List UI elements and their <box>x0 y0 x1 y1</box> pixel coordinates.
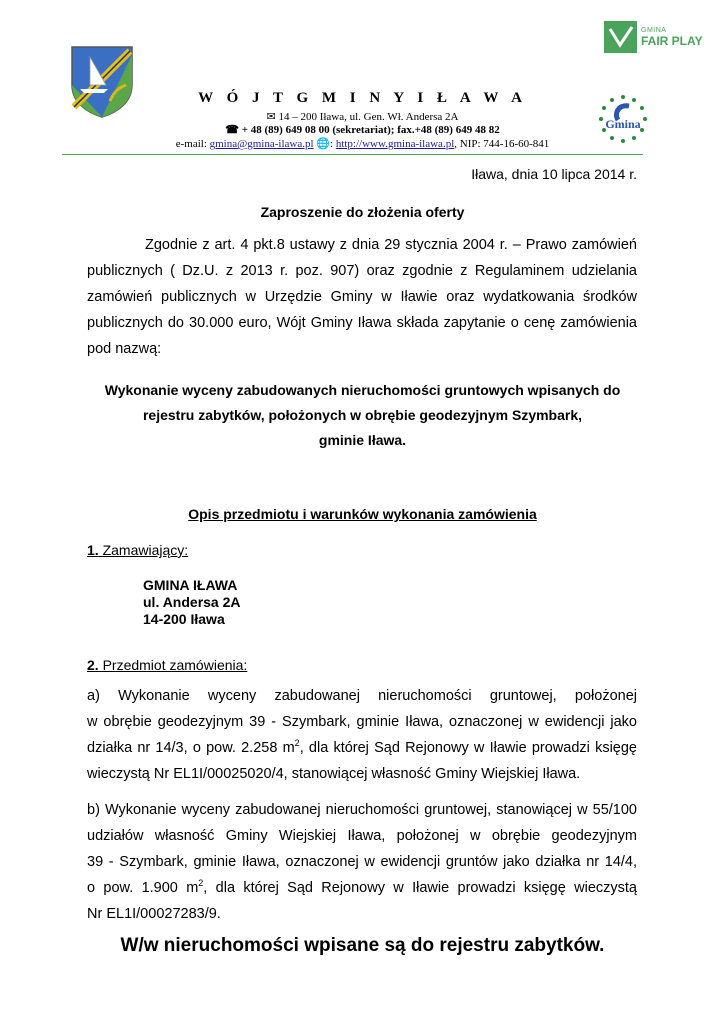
fair-play-label: FAIR PLAY <box>641 34 703 48</box>
orderer-line: 14-200 Iława <box>143 611 225 627</box>
nip-text: , NIP: 744-16-60-841 <box>454 138 550 150</box>
intro-paragraph <box>87 232 637 362</box>
header-divider <box>62 154 643 155</box>
section-2-heading <box>87 657 247 673</box>
intro-line: publicznych do 30.000 euro, Wójt Gminy Iława składa zapytanie o cenę zamówienia <box>87 315 637 331</box>
office-title: W Ó J T G M I N Y I Ł A W A <box>198 90 527 106</box>
telephone-icon: ☎ <box>225 124 242 136</box>
phone-line <box>0 123 725 136</box>
section-1-label: Zamawiający: <box>98 542 189 558</box>
item-a-line <box>87 735 637 761</box>
order-subject <box>60 378 665 453</box>
item-b-line <box>87 875 637 901</box>
gmina-logo-text: Gmina <box>605 117 641 131</box>
subject-line: Wykonanie wyceny zabudowanych nieruchomości gruntowych wpisanych do <box>104 382 621 398</box>
item-b-line: 39 - Szymbark, gminie Iława, oznaczonej w ewidencji gruntów jako działka nr 14/4, <box>87 854 637 870</box>
globe-icon: 🌐: <box>316 138 334 150</box>
item-a-paragraph <box>87 683 637 787</box>
envelope-icon: ✉ <box>266 111 279 123</box>
item-a-area-sup: 2 <box>294 738 300 749</box>
email-label: e-mail: <box>175 138 207 150</box>
item-b-line: Nr EL1I/00027283/9. <box>87 906 221 922</box>
item-b-area: o pow. 1.900 m <box>87 880 199 896</box>
section-2-label: Przedmiot zamówienia: <box>98 657 248 673</box>
item-b-area-sup: 2 <box>198 878 204 889</box>
item-b-line: udziałów własność Gminy Wiejskiej Iława, położonej w obrębie geodezyjnym <box>87 828 637 844</box>
intro-line: pod nazwą: <box>87 341 162 357</box>
final-statement: W/w nieruchomości wpisane są do rejestru zabytków. <box>120 935 605 956</box>
address-line <box>0 110 725 123</box>
item-b-paragraph <box>87 797 637 927</box>
item-b-line: b) Wykonanie wyceny zabudowanej nieruchomości gruntowej, stanowiącej w 55/100 <box>87 802 637 818</box>
section-1-number: 1. <box>87 542 99 558</box>
description-heading: Opis przedmiotu i warunków wykonania zamówienia <box>188 506 537 522</box>
item-a-line: w obrębie geodezyjnym 39 - Szymbark, gminie Iława, oznaczonej w ewidencji jako <box>87 714 637 730</box>
orderer-address <box>143 577 241 628</box>
item-a-line: a) Wykonanie wyceny zabudowanej nieruchomości gruntowej, położonej <box>87 688 637 704</box>
subject-line: rejestru zabytków, położonych w obrębie geodezyjnym Szymbark, <box>142 407 583 423</box>
intro-line: Zgodnie z art. 4 pkt.8 ustawy z dnia 29 stycznia 2004 r. – Prawo zamówień <box>145 237 637 253</box>
item-a-line3-rest: , dla której Sąd Rejonowy w Iławie prowadzi księgę <box>299 740 637 756</box>
fair-play-logo-icon <box>604 21 637 53</box>
intro-line: zamówień publicznych w Urzędzie Gminy w Iławie oraz wydatkowania środków <box>87 289 637 305</box>
fair-play-small-label: GMINA <box>641 27 667 34</box>
subject-line: gminie Iława. <box>318 432 407 448</box>
orderer-line: ul. Andersa 2A <box>143 594 241 610</box>
section-1-heading <box>87 542 188 558</box>
item-b-line4-rest: , dla której Sąd Rejonowy w Iławie prowadzi księgę wieczystą <box>203 880 637 896</box>
invite-title: Zaproszenie do złożenia oferty <box>260 204 465 220</box>
address-text: 14 – 200 Iława, ul. Gen. Wł. Andersa 2A <box>278 111 459 123</box>
orderer-line: GMINA IŁAWA <box>143 577 238 593</box>
intro-line: publicznych ( Dz.U. z 2013 r. poz. 907) oraz zgodnie z Regulaminem udzielania <box>87 263 637 279</box>
email-link[interactable]: gmina@gmina-ilawa.pl <box>209 138 314 150</box>
item-a-line: wieczystą Nr EL1I/00025020/4, stanowiącej własność Gminy Wiejskiej Iława. <box>87 766 581 782</box>
section-2-number: 2. <box>87 657 99 673</box>
phone-text: + 48 (89) 649 08 00 (sekretariat); fax.+48 (89) 649 48 82 <box>241 124 500 136</box>
item-a-area: działka nr 14/3, o pow. 2.258 m <box>87 740 295 756</box>
municipality-coat-of-arms-icon <box>70 45 134 119</box>
letter-date: Iława, dnia 10 lipca 2014 r. <box>471 166 637 182</box>
contact-line <box>0 137 725 150</box>
website-link[interactable]: http://www.gmina-ilawa.pl <box>335 138 455 150</box>
